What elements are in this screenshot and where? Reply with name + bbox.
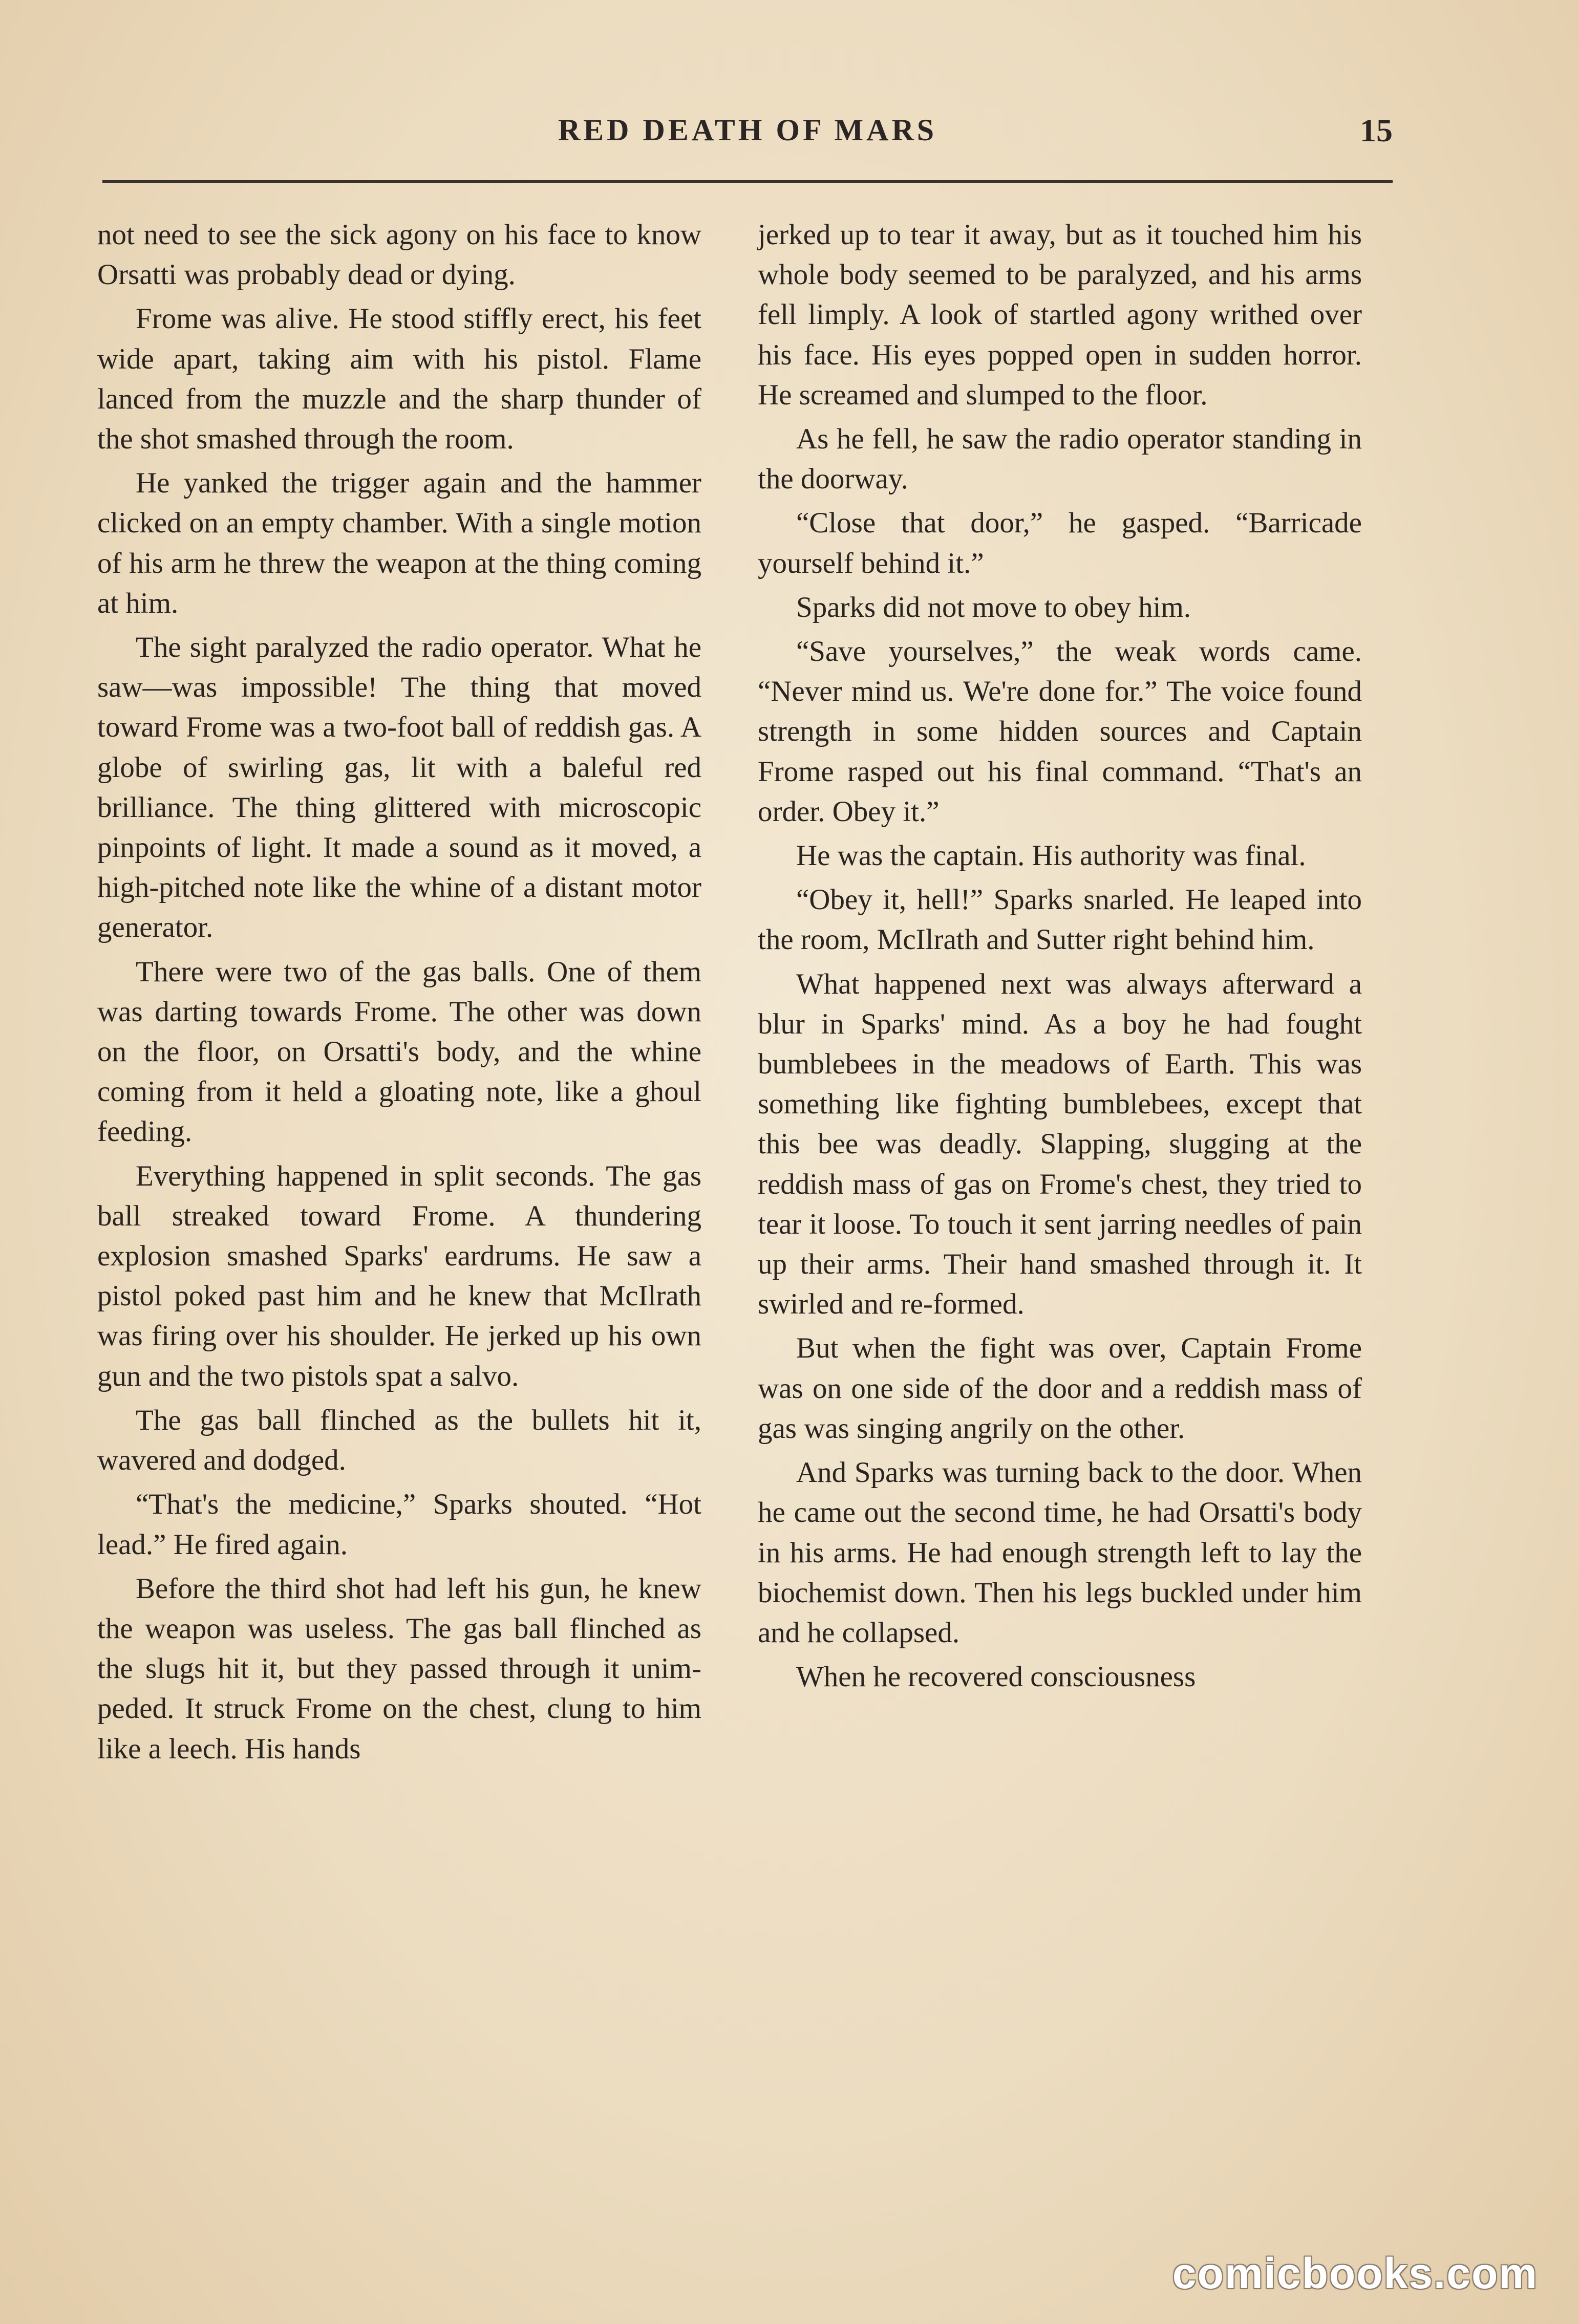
left-column bbox=[97, 215, 701, 1773]
paragraph: Sparks did not move to obey him. bbox=[796, 591, 1191, 623]
paragraph: There were two of the gas balls. One of them was darting towards Frome. The other was down on the floor, on Orsatti's body, and the whine coming from it held a gloating note, like a ghoul feeding. bbox=[97, 955, 701, 1148]
paragraph: “Close that door,” he gasped. “Barricade yourself behind it.” bbox=[758, 507, 1362, 579]
paragraph: Frome was alive. He stood stiffly erect, his feet wide apart, taking aim with his pistol. Flame lanced from the muzzle and the sharp thunder of the shot smashed through the room. bbox=[97, 303, 701, 456]
paragraph: “Obey it, hell!” Sparks snarled. He leaped into the room, McIlrath and Sutter right behind him. bbox=[758, 884, 1362, 956]
paragraph: The sight paralyzed the radio operator. What he saw—was impossible! The thing that moved toward Frome was a two-foot ball of reddish gas. A globe of swirling gas, lit with a baleful red brilliance. The thing glittered with microscopic pinpoints of light. It made a sound as it moved, a high-pitched note like the whine of a distant motor generator. bbox=[97, 631, 701, 944]
paragraph: As he fell, he saw the radio operator standing in the doorway. bbox=[758, 423, 1362, 496]
paragraph: not need to see the sick agony on his face to know Orsatti was probably dead or dying. bbox=[97, 219, 701, 291]
paragraph: “That's the medicine,” Sparks shouted. “Hot lead.” He fired again. bbox=[97, 1488, 701, 1561]
paragraph: jerked up to tear it away, but as it touched him his whole body seemed to be paralyzed, and his arms fell limply. A look of startled agony writhed over his face. His eyes popped open in sudden horror. He screamed and slumped to the floor. bbox=[758, 219, 1362, 411]
paragraph: When he recovered consciousness bbox=[796, 1661, 1196, 1693]
page-header bbox=[102, 97, 1393, 169]
right-column bbox=[758, 215, 1362, 1701]
site-watermark: comicbooks.com bbox=[1172, 2249, 1538, 2297]
header-rule bbox=[102, 180, 1393, 183]
page-number: 15 bbox=[1360, 112, 1393, 148]
paragraph: What happened next was always afterward a blur in Sparks' mind. As a boy he had fought bumblebees in the meadows of Earth. This was something like fighting bumblebees, except that this bee was deadly. Slapping, slugging at the reddish mass of gas on Frome's chest, they tried to tear it loose. To touch it sent jarring needles of pain up their arms. Their hand smashed through it. It swirled and re-formed. bbox=[758, 967, 1362, 1321]
paragraph: He yanked the trigger again and the hammer clicked on an empty chamber. With a single motion of his arm he threw the weapon at the thing coming at him. bbox=[97, 467, 701, 619]
paragraph: But when the fight was over, Captain Frome was on one side of the door and a reddish mass of gas was singing angrily on the other. bbox=[758, 1332, 1362, 1445]
paragraph: Before the third shot had left his gun, he knew the weapon was useless. The gas ball flinched as the slugs hit it, but they passed through it unimpeded. It struck Frome on the chest, clung to him like a leech. His hands bbox=[97, 1572, 701, 1765]
paragraph: “Save yourselves,” the weak words came. “Never mind us. We're done for.” The voice found strength in some hidden sources and Captain Frome rasped out his final command. “That's an order. Obey it.” bbox=[758, 635, 1362, 828]
paragraph: The gas ball flinched as the bullets hit it, wavered and dodged. bbox=[97, 1404, 701, 1477]
running-title: RED DEATH OF MARS bbox=[558, 113, 937, 147]
paragraph: Everything happened in split seconds. The gas ball streaked toward Frome. A thundering explosion smashed Sparks' eardrums. He saw a pistol poked past him and he knew that McIlrath was firing over his shoulder. He jerked up his own gun and the two pistols spat a salvo. bbox=[97, 1159, 701, 1392]
paragraph: And Sparks was turning back to the door. When he came out the second time, he had Orsatti's body in his arms. He had enough strength left to lay the biochemist down. Then his legs buckled under him and he collapsed. bbox=[758, 1456, 1362, 1649]
paragraph: He was the captain. His authority was final. bbox=[796, 840, 1306, 872]
